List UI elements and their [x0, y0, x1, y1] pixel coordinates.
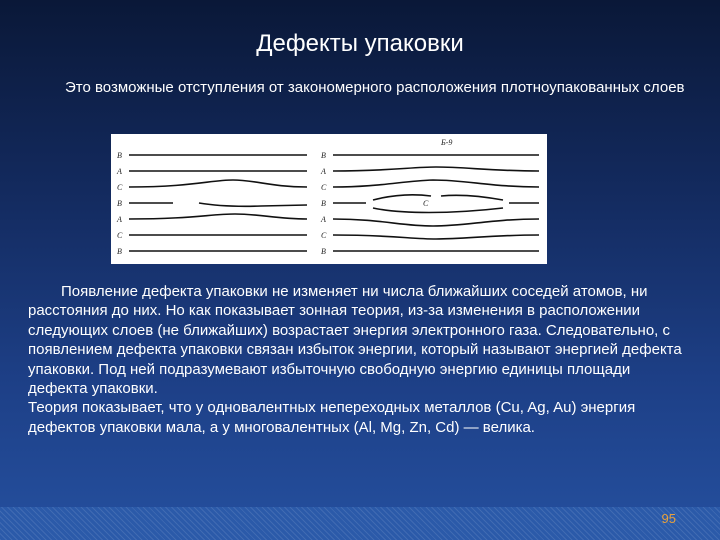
center-label: С	[423, 199, 429, 208]
left-layer-4b	[199, 203, 307, 206]
right-label-1: В	[321, 151, 326, 160]
body-text	[28, 282, 688, 437]
left-label-6: С	[117, 231, 123, 240]
footer-strip	[0, 507, 720, 540]
left-label-5: А	[117, 215, 122, 224]
right-label-5: А	[321, 215, 326, 224]
right-layer-3	[333, 180, 539, 187]
left-label-4: В	[117, 199, 122, 208]
body-paragraph-1-text: Появление дефекта упаковки не изменяет ни числа ближайших соседей атомов, ни расстояния до них. Но как показывает зонная теория, из-за изменения в расположении следующих слоев (не ближайших) возрастает энергия электронного газа. Следовательно, с появлением дефекта упаковки связан избыток энергии, который называют энергией дефекта упаковки. Под ней подразумевают избыточную свободную энергию единицы площади дефекта упаковки.	[28, 283, 682, 398]
left-label-2: А	[117, 167, 122, 176]
left-layer-5	[129, 214, 307, 219]
right-layer-4c	[441, 195, 503, 200]
left-label-3: С	[117, 183, 123, 192]
right-layer-6	[333, 235, 539, 239]
layer-diagram	[111, 134, 547, 264]
right-label-6: С	[321, 231, 327, 240]
figure-caption: Б-9	[441, 138, 453, 147]
intro-text	[10, 78, 710, 98]
left-layer-3	[129, 180, 307, 187]
right-layer-5	[333, 219, 539, 226]
right-layer-4d	[373, 208, 503, 213]
stacking-fault-figure	[111, 134, 547, 264]
right-label-2: А	[321, 167, 326, 176]
right-label-7: В	[321, 247, 326, 256]
intro-sentence: Это возможные отступления от закономерного расположения плотноупакованных слоев	[65, 79, 685, 96]
page-number: 95	[661, 511, 676, 526]
right-label-3: С	[321, 183, 327, 192]
right-label-4: В	[321, 199, 326, 208]
left-label-1: В	[117, 151, 122, 160]
body-paragraph-2: Теория показывает, что у одновалентных непереходных металлов (Cu, Ag, Au) энергия дефектов упаковки мала, а у многовалентных (Al, Mg, Zn, Cd) — велика.	[28, 399, 636, 436]
left-label-7: В	[117, 247, 122, 256]
right-layer-2	[333, 167, 539, 171]
body-paragraph-1	[28, 282, 688, 398]
slide-title: Дефекты упаковки	[256, 30, 464, 57]
